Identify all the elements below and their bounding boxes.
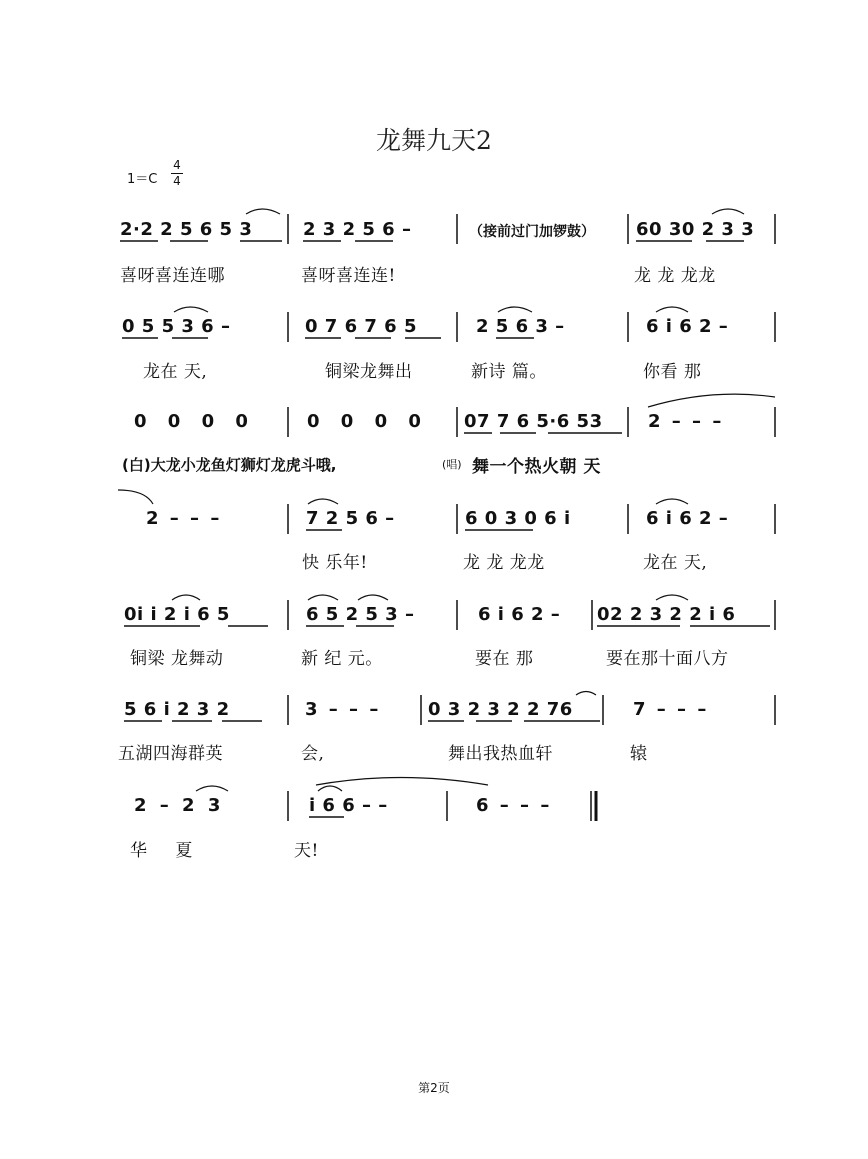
lyric-4-2: 龙 龙 龙龙 <box>463 553 545 573</box>
measure-4-3: 6 0 3 0 6 i <box>465 508 571 529</box>
lyric-5-3: 要在 那 <box>475 649 534 669</box>
measure-5-1: 0i i 2 i 6 5 <box>124 604 230 625</box>
lyric-4-3: 龙在 天, <box>643 553 708 573</box>
lyric-5-4: 要在那十面八方 <box>606 649 729 669</box>
measure-6-4: 7 – – – <box>633 699 707 720</box>
measure-7-2: i 6 6 – – <box>309 795 388 816</box>
page-number: 第2页 <box>418 1081 450 1095</box>
lyric-2-3: 新诗 篇。 <box>471 362 547 382</box>
measure-6-1: 5 6 i 2 3 2 <box>124 699 230 720</box>
time-signature-top: 4 <box>173 158 181 172</box>
lyric-6-4: 辕 <box>630 744 648 764</box>
lyric-1-1: 喜呀喜连连哪 <box>120 266 225 286</box>
measure-4-4: 6 i 6 2 – <box>646 508 729 529</box>
lyric-1-2: 喜呀喜连连! <box>301 266 396 286</box>
lyric-1-3: 龙 龙 龙龙 <box>634 266 716 286</box>
page-title: 龙舞九天2 <box>376 126 492 155</box>
lyric-3-sung: 舞一个热火朝 天 <box>472 457 601 477</box>
measure-7-3: 6 – – – <box>476 795 550 816</box>
lyric-6-2: 会, <box>301 744 325 764</box>
measure-2-4: 6 i 6 2 – <box>646 316 729 337</box>
measure-6-2: 3 – – – <box>305 699 379 720</box>
measure-4-2: 7 2 5 6 – <box>306 508 395 529</box>
measure-2-1: 0 5 5 3 6 – <box>122 316 231 337</box>
lyric-6-1: 五湖四海群英 <box>118 744 223 764</box>
measure-4-1: 2 – – – <box>146 508 220 529</box>
lyric-4-1: 快 乐年! <box>302 553 368 573</box>
measure-3-3: 07 7 6 5·6 53 <box>464 411 603 432</box>
lyric-7-1: 华 夏 <box>130 841 193 861</box>
measure-3-1: 0 0 0 0 <box>134 411 249 432</box>
lyric-2-1: 龙在 天, <box>143 362 208 382</box>
measure-2-3: 2 5 6 3 – <box>476 316 565 337</box>
measure-3-2: 0 0 0 0 <box>307 411 422 432</box>
measure-5-2: 6 5 2 5 3 – <box>306 604 415 625</box>
measure-2-2: 0 7 6 7 6 5 <box>305 316 417 337</box>
measure-7-1: 2 – 2 3 <box>134 795 221 816</box>
lyric-6-3: 舞出我热血轩 <box>448 744 553 764</box>
lyric-5-1: 铜梁 龙舞动 <box>130 649 224 669</box>
measure-5-3: 6 i 6 2 – <box>478 604 561 625</box>
lyric-5-2: 新 纪 元。 <box>301 649 383 669</box>
key-signature: 1＝C <box>127 172 158 187</box>
measure-6-3: 0 3 2 3 2 2 76 <box>428 699 573 720</box>
measure-1-4: 60 30 2 3 3 <box>636 219 755 240</box>
lyric-3-sung-mark: (唱) <box>442 458 462 471</box>
measure-3-4: 2 – – – <box>648 411 722 432</box>
lyric-7-2: 天! <box>294 841 319 861</box>
lyric-2-4: 你看 那 <box>643 362 702 382</box>
measure-1-2: 2 3 2 5 6 – <box>303 219 412 240</box>
measure-1-1: 2·2 2 5 6 5 3 <box>120 219 253 240</box>
measure-5-4: 02 2 3 2 2 i 6 <box>597 604 736 625</box>
lyric-3-spoken: (白)大龙小龙鱼灯狮灯龙虎斗哦, <box>122 456 337 474</box>
time-signature-bottom: 4 <box>173 174 181 188</box>
lyric-2-2: 铜梁龙舞出 <box>325 362 413 382</box>
measure-1-3-direction: （接前过门加锣鼓） <box>469 224 595 240</box>
